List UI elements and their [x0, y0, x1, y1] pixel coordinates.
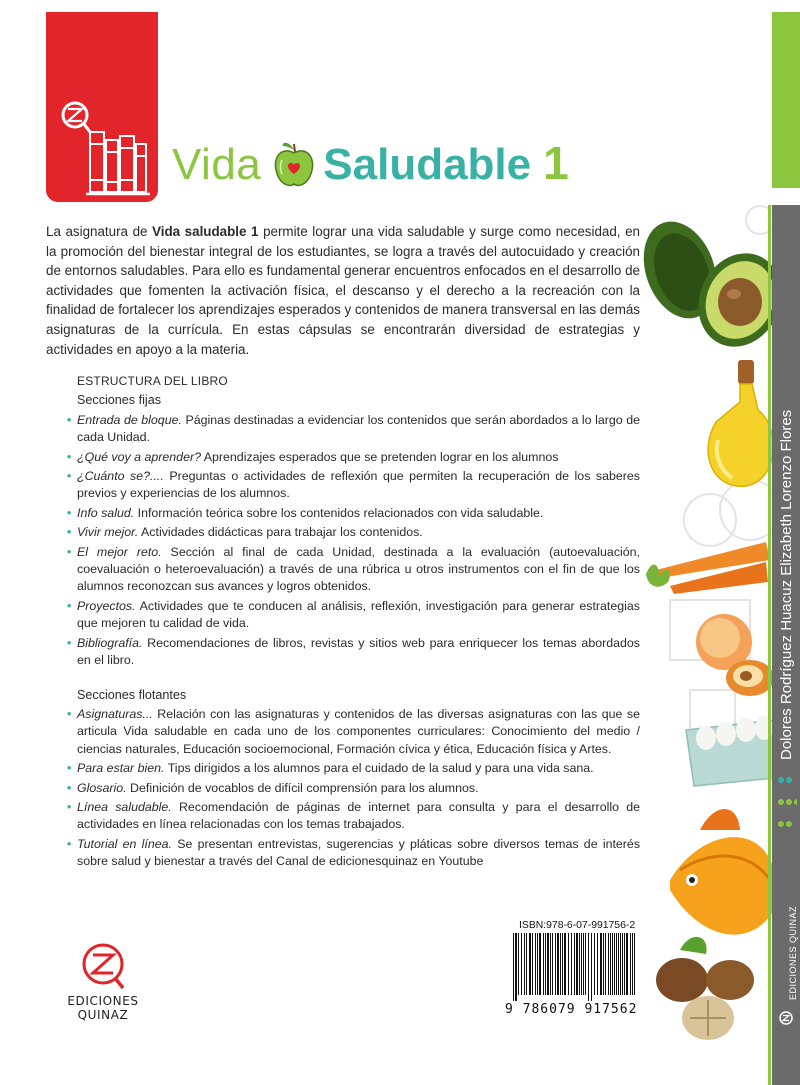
barcode-bar — [560, 933, 561, 995]
quinaz-logo-icon — [68, 940, 138, 992]
barcode-bar — [524, 933, 525, 995]
spine-dots — [777, 770, 797, 850]
list-item — [77, 836, 640, 871]
quinaz-logo-icon — [46, 12, 158, 202]
barcode-bar — [594, 933, 595, 995]
section-desc: Sección al final de cada Unidad, destinada a la evaluación (autoevaluación, coevaluación o heteroevaluación) a través de una rúbrica u otros instrumentos con el fin de que los alumnos reconozcan sus avances y logros obtenidos. — [77, 544, 640, 594]
title-vida: Vida — [172, 140, 262, 189]
section-desc: Aprendizajes esperados que se pretenden lograr en los alumnos — [200, 449, 559, 464]
list-item — [77, 524, 640, 541]
barcode-bar — [535, 933, 536, 995]
eggs-icon — [686, 716, 774, 786]
fish-icon — [670, 809, 774, 935]
barcode-bar — [614, 933, 615, 995]
section-term: Bibliografía. — [77, 635, 143, 650]
section-desc: Se presentan entrevistas, sugerencias y pláticas sobre diversos temas de interés sobre salud y bienestar a través del Canal de edicionesquinaz en Youtube — [77, 836, 641, 869]
barcode-bar — [618, 933, 619, 995]
section-term: Tutorial en línea. — [77, 836, 172, 851]
intro-paragraph — [46, 222, 640, 359]
section-desc: Actividades didácticas para trabajar los contenidos. — [138, 525, 423, 540]
list-item — [77, 799, 640, 834]
fruit-icon — [696, 614, 774, 696]
barcode-bar — [576, 933, 578, 995]
barcode-bar — [605, 933, 606, 995]
intro-bold: Vida saludable 1 — [152, 224, 259, 239]
barcode-bar — [588, 933, 589, 1001]
list-item — [77, 449, 640, 466]
barcode-bar — [526, 933, 527, 995]
spine-top-band — [772, 12, 800, 188]
section-term: ¿Cuánto se?.... — [77, 469, 164, 484]
barcode-bar — [529, 933, 531, 995]
floating-sections-heading: Secciones flotantes — [77, 687, 187, 702]
section-desc: Preguntas o actividades de reflexión que permiten la recuperación de los saberes previos y experiencias de los alumnos. — [77, 469, 641, 501]
barcode-bar — [521, 933, 522, 995]
barcode-bar — [568, 933, 569, 995]
barcode-bar — [518, 933, 519, 995]
barcode-bar — [632, 933, 633, 995]
barcode-bar — [555, 933, 556, 995]
list-item — [77, 780, 640, 797]
isbn-barcode — [505, 920, 639, 1018]
spine-brand: EDICIONES QUINAZ — [788, 905, 798, 1000]
barcode-bar — [591, 933, 592, 1001]
intro-prefix: La asignatura de — [46, 224, 153, 239]
section-desc: Tips dirigidos a los alumnos para el cuidado de la salud y para una vida sana. — [164, 761, 594, 776]
carrot-icon — [646, 542, 770, 594]
list-item — [77, 706, 640, 758]
books-icon — [86, 132, 150, 194]
list-item — [77, 760, 640, 777]
spine-stripe — [768, 205, 771, 1085]
list-item — [77, 544, 640, 596]
section-term: Asignaturas... — [77, 706, 153, 721]
barcode-bar — [585, 933, 586, 995]
section-term: Línea saludable. — [77, 799, 172, 814]
section-desc: Información teórica sobre los contenidos relacionados con vida saludable. — [134, 505, 544, 520]
fixed-sections-heading: Secciones fijas — [77, 393, 161, 408]
barcode-bar — [600, 933, 602, 995]
apple-icon — [271, 136, 317, 190]
barcode-bar — [545, 933, 546, 995]
list-item — [77, 635, 640, 670]
barcode-bar — [583, 933, 584, 995]
barcode-bar — [603, 933, 604, 995]
barcode-bar — [634, 933, 635, 995]
barcode-bar — [616, 933, 617, 995]
barcode-bar — [574, 933, 575, 995]
barcode-bar — [532, 933, 533, 995]
title-number: 1 — [543, 137, 569, 189]
list-item — [77, 412, 640, 447]
oil-bottle-icon — [708, 360, 773, 486]
publisher-logo — [48, 940, 158, 1022]
barcode-bar — [579, 933, 580, 995]
barcode-bar — [537, 933, 538, 995]
barcode-bar — [552, 933, 553, 995]
barcode-bar — [547, 933, 549, 995]
publisher-name: EDICIONES QUINAZ — [67, 994, 139, 1022]
barcode-bar — [630, 933, 631, 995]
barcode-bar — [597, 933, 598, 995]
title-saludable: Saludable — [323, 140, 532, 189]
fixed-sections-list — [77, 412, 640, 670]
section-desc: Recomendación de páginas de internet para consulta y para el desarrollo de actividades en línea relacionadas con los temas trabajados. — [77, 799, 640, 832]
section-term: El mejor reto. — [77, 544, 162, 559]
section-term: ¿Qué voy a aprender? — [77, 449, 201, 464]
book-title — [172, 130, 569, 190]
barcode-bar — [608, 933, 609, 995]
barcode-bar — [610, 933, 611, 995]
floating-sections-list — [77, 706, 640, 871]
isbn-text: ISBN:978-6-07-991756-2 — [519, 920, 636, 931]
barcode-bar — [562, 933, 563, 995]
barcode-bar — [581, 933, 582, 995]
nuts-icon — [656, 937, 754, 1040]
list-item — [77, 468, 640, 503]
barcode-bar — [620, 933, 621, 995]
intro-rest: permite lograr una vida saludable y surge como necesidad, en la promoción del bienestar integral de los estudiantes, se logra a través del autocuidado y creación de entornos saludables. Para ello es fundamental generar encuentros enfocados en el desarrollo de actividades que fomenten la activación física, el descanso y el derecho a la recreación con la finalidad de fortalecer los aprendizajes esperados y contenidos de manera transversal en las demás asignaturas de la currícula. En estas cápsulas se encontrarán diversidad de estrategias y actividades en apoyo a la materia. — [46, 224, 640, 357]
publisher-logo-tab — [46, 12, 158, 202]
section-term: Glosario. — [77, 780, 127, 795]
section-term: Info salud. — [77, 505, 135, 520]
barcode-bar — [564, 933, 566, 995]
barcode-bar — [571, 933, 572, 995]
section-desc: Recomendaciones de libros, revistas y sitios web para enriquecer los temas abordados en el libro. — [77, 635, 640, 668]
avocado-icon — [640, 211, 774, 360]
section-desc: Actividades que te conducen al análisis, reflexión, investigación para generar estrategias que mejoren tu calidad de vida. — [77, 598, 640, 631]
section-term: Entrada de bloque. — [77, 412, 182, 427]
food-illustration — [640, 190, 774, 1050]
list-item — [77, 598, 640, 633]
structure-heading: ESTRUCTURA DEL LIBRO — [77, 374, 228, 388]
section-term: Proyectos. — [77, 598, 136, 613]
section-desc: Relación con las asignaturas y contenidos de las diversas asignaturas con las que se articula Vida saludable en cada uno de los componentes curriculares: Conocimiento del medio / ciencias naturales, Educación socioemocional, Formación cívica y ética, Educación física y Artes. — [77, 706, 640, 756]
book-structure — [77, 373, 640, 871]
section-term: Para estar bien. — [77, 761, 165, 776]
barcode-bar — [624, 933, 625, 995]
barcode-bar — [626, 933, 628, 995]
barcode-bar — [550, 933, 551, 995]
section-desc: Páginas destinadas a evidenciar los contenidos que serán abordados a lo largo de cada Unidad. — [77, 412, 641, 445]
barcode-bar — [513, 933, 514, 1001]
section-desc: Definición de vocablos de difícil comprensión para los alumnos. — [126, 780, 479, 795]
section-term: Vivir mejor. — [77, 525, 139, 540]
barcode-digits: 9 786079 917562 — [505, 1002, 638, 1017]
barcode-bar — [515, 933, 517, 1001]
barcode-bar — [543, 933, 544, 995]
barcode-bar — [539, 933, 541, 995]
barcode-bar — [612, 933, 613, 995]
spine-authors: Dolores Rodríguez Huacuz Elizabeth Lorenzo Flores — [778, 409, 795, 760]
spine-logo-icon — [778, 1010, 794, 1026]
list-item — [77, 505, 640, 522]
barcode-bar — [557, 933, 559, 995]
barcode-bar — [622, 933, 623, 995]
barcode-bars — [505, 933, 639, 1001]
